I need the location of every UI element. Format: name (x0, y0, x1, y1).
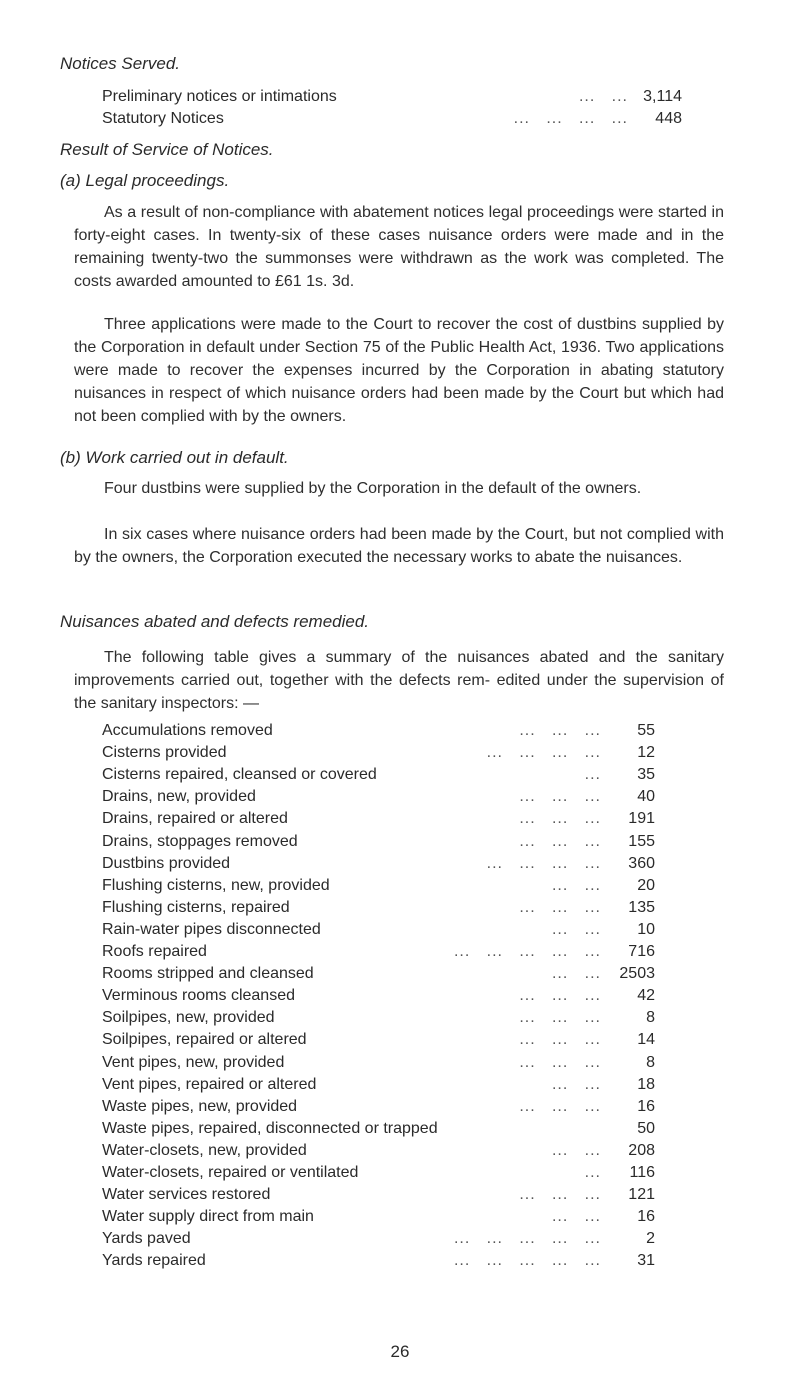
row-leader-dots: ... ... ... ... (513, 110, 628, 127)
row-label: Yards paved (102, 1230, 191, 1248)
row-leader-dots: ... ... ... (519, 987, 601, 1005)
row-label: Roofs repaired (102, 943, 207, 960)
row-value: 208 (628, 1141, 655, 1159)
row-value: 135 (628, 898, 655, 916)
table-row (102, 1139, 655, 1163)
table-row (102, 1183, 655, 1207)
table-row (102, 896, 655, 920)
row-value: 155 (628, 832, 655, 850)
row-value: 716 (628, 943, 655, 960)
table-row (102, 1249, 655, 1273)
row-leader-dots: ... ... ... (519, 722, 601, 739)
row-leader-dots: ... ... ... (519, 1186, 601, 1204)
row-value: 42 (637, 987, 655, 1005)
row-value: 20 (637, 876, 655, 894)
legal-proceedings-paragraph-2 (74, 313, 724, 428)
table-row (102, 940, 655, 964)
row-value: 55 (637, 722, 655, 739)
row-leader-dots: ... (584, 1164, 601, 1181)
row-value: 2503 (619, 965, 655, 983)
row-leader-dots: ... ... (578, 88, 628, 105)
row-label: Vent pipes, new, provided (102, 1053, 285, 1071)
row-value: 191 (628, 810, 655, 828)
row-leader-dots: ... ... ... (519, 1009, 601, 1027)
row-value: 8 (646, 1053, 655, 1071)
row-label: Cisterns provided (102, 744, 227, 762)
table-row (102, 1205, 655, 1229)
row-leader-dots: ... ... (551, 876, 601, 894)
default-p2-text: In six cases where nuisance orders had been made by the Court, but not complied with by the owners, the Corporation executed the necessary works to abate the nuisances. (74, 526, 724, 566)
row-leader-dots: ... ... ... (519, 1053, 601, 1071)
table-row (102, 785, 655, 809)
row-value: 16 (637, 1097, 655, 1115)
row-value: 3,114 (643, 88, 682, 105)
row-label: Water-closets, new, provided (102, 1141, 307, 1159)
row-label: Water services restored (102, 1186, 271, 1204)
row-label: Water-closets, repaired or ventilated (102, 1164, 359, 1181)
legal-proceedings-heading: (a) Legal proceedings. (60, 171, 230, 190)
nuisances-intro-text: The following table gives a summary of the nuisances abated and the sanitary improvements carried out, together with the defects rem- edited under the supervision of the sanitary inspectors: — (74, 649, 724, 712)
table-row (102, 984, 655, 1008)
row-leader-dots: ... ... ... (519, 788, 601, 806)
row-label: Drains, repaired or altered (102, 810, 288, 828)
row-leader-dots: ... ... ... ... (486, 744, 601, 762)
row-value: 35 (637, 766, 655, 784)
row-label: Flushing cisterns, repaired (102, 898, 290, 916)
row-label: Soilpipes, repaired or altered (102, 1031, 307, 1049)
row-leader-dots: ... ... (551, 965, 601, 983)
row-leader-dots: ... ... (551, 1141, 601, 1159)
row-value: 116 (629, 1164, 655, 1181)
row-label: Drains, stoppages removed (102, 832, 298, 850)
table-row (102, 1006, 655, 1030)
notices-served-heading: Notices Served. (60, 54, 180, 73)
row-label: Yards repaired (102, 1252, 206, 1270)
table-row (102, 830, 655, 854)
row-label: Cisterns repaired, cleansed or covered (102, 766, 377, 784)
table-row (102, 1073, 655, 1097)
row-label: Rooms stripped and cleansed (102, 965, 314, 983)
row-value: 10 (637, 920, 655, 938)
row-leader-dots: ... ... (551, 1208, 601, 1226)
legal-p2-text: Three applications were made to the Court to recover the cost of dustbins supplied by the Corporation in default under Section 75 of the Public Health Act, 1936. Two applications were made to recover the expenses incurred by the Corporation in abating statutory nuisances in respect of which nuisance orders had been made by the Court but which had not been complied with by the owners. (74, 316, 724, 425)
row-leader-dots: ... ... ... (519, 1031, 601, 1049)
row-label: Accumulations removed (102, 722, 273, 739)
row-label: Soilpipes, new, provided (102, 1009, 275, 1027)
table-row (102, 1117, 655, 1141)
row-leader-dots: ... ... ... ... ... (453, 943, 601, 960)
row-value: 50 (637, 1119, 655, 1137)
row-value: 2 (646, 1230, 655, 1248)
row-value: 448 (655, 110, 682, 127)
row-leader-dots: ... (584, 766, 601, 784)
table-row (102, 1227, 655, 1251)
row-leader-dots: ... ... ... (519, 898, 601, 916)
row-value: 360 (628, 854, 655, 872)
table-row (102, 107, 682, 131)
row-label: Waste pipes, new, provided (102, 1097, 298, 1115)
row-leader-dots: ... ... ... ... ... (453, 1230, 601, 1248)
work-in-default-heading: (b) Work carried out in default. (60, 448, 289, 467)
row-leader-dots: ... ... (551, 920, 601, 938)
table-row (102, 1161, 655, 1185)
row-value: 12 (637, 744, 655, 762)
row-value: 40 (637, 788, 655, 806)
row-label: Rain-water pipes disconnected (102, 920, 321, 938)
row-label: Statutory Notices (102, 110, 224, 127)
table-row (102, 962, 655, 986)
table-row (102, 807, 655, 831)
row-value: 121 (628, 1186, 655, 1204)
row-leader-dots: ... ... (551, 1075, 601, 1093)
row-value: 16 (637, 1208, 655, 1226)
legal-p1-text: As a result of non-compliance with abatement notices legal proceedings were started in forty-eight cases. In twenty-six of these cases nuisance orders were made and in the remaining twenty-two the summonses were withdrawn as the work was completed. The costs awarded amounted to £61 1s. 3d. (74, 204, 724, 290)
legal-proceedings-paragraph-1 (74, 201, 724, 293)
work-in-default-paragraph-2 (74, 523, 724, 569)
row-label: Preliminary notices or intimations (102, 88, 337, 105)
row-label: Waste pipes, repaired, disconnected or trapped (102, 1119, 438, 1137)
table-row (102, 1028, 655, 1052)
row-leader-dots: ... ... ... (519, 810, 601, 828)
result-of-service-heading: Result of Service of Notices. (60, 140, 274, 159)
table-row (102, 852, 655, 876)
nuisances-heading: Nuisances abated and defects remedied. (60, 612, 370, 631)
row-value: 18 (637, 1075, 655, 1093)
table-row (102, 1095, 655, 1119)
row-leader-dots: ... ... ... (519, 1097, 601, 1115)
row-label: Verminous rooms cleansed (102, 987, 295, 1005)
table-row (102, 874, 655, 898)
row-leader-dots: ... ... ... ... ... (453, 1252, 601, 1270)
row-value: 14 (637, 1031, 655, 1049)
table-row (102, 918, 655, 942)
table-row (102, 1051, 655, 1075)
page-number: 26 (390, 1342, 410, 1361)
default-p1-text: Four dustbins were supplied by the Corporation in the default of the owners. (104, 480, 642, 497)
row-leader-dots: ... ... ... (519, 832, 601, 850)
row-value: 8 (646, 1009, 655, 1027)
row-label: Flushing cisterns, new, provided (102, 876, 330, 894)
row-label: Vent pipes, repaired or altered (102, 1075, 317, 1093)
table-row (102, 719, 655, 743)
row-value: 31 (637, 1252, 655, 1270)
nuisances-intro-paragraph (74, 646, 724, 715)
row-label: Drains, new, provided (102, 788, 256, 806)
table-row (102, 763, 655, 787)
work-in-default-paragraph-1 (74, 477, 724, 500)
table-row (102, 85, 682, 109)
table-row (102, 741, 655, 765)
row-label: Dustbins provided (102, 854, 231, 872)
row-leader-dots: ... ... ... ... (486, 854, 601, 872)
row-label: Water supply direct from main (102, 1208, 314, 1226)
